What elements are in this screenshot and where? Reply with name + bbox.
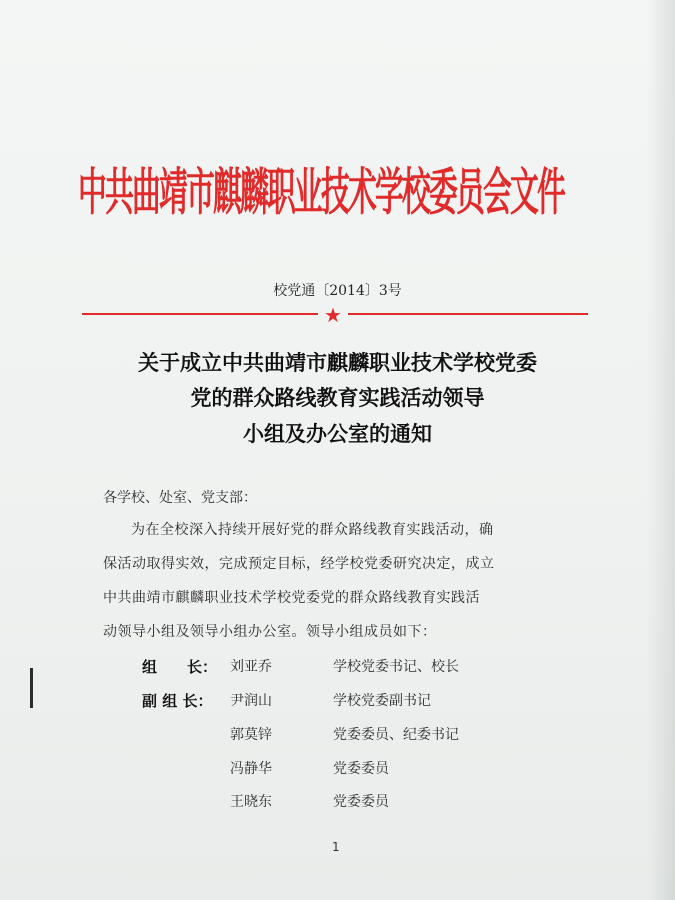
paragraph-line-3: 中共曲靖市麒麟职业技术学校党委党的群众路线教育实践活 [103, 590, 480, 606]
notice-title-line-3: 小组及办公室的通知 [243, 421, 432, 446]
member-name: 尹润山 [230, 693, 272, 709]
member-title: 学校党委书记、校长 [333, 659, 459, 675]
member-role: 组 长： [142, 658, 218, 676]
paragraph-line-4: 动领导小组及领导小组办公室。领导小组成员如下： [103, 624, 437, 640]
member-title: 党委委员 [333, 761, 389, 777]
star-icon: ★ [324, 303, 342, 327]
paragraph-line-1: 为在全校深入持续开展好党的群众路线教育实践活动，确 [131, 522, 494, 538]
member-row [0, 656, 675, 676]
notice-title-line-2: 党的群众路线教育实践活动领导 [190, 385, 485, 410]
member-name: 郭莫锌 [230, 727, 272, 743]
member-row [0, 724, 675, 744]
member-title: 党委委员、纪委书记 [333, 727, 459, 743]
salutation: 各学校、处室、党支部： [103, 490, 257, 506]
document-number: 校党通〔2014〕3号 [273, 283, 402, 299]
document-header-title: 中共曲靖市麒麟职业技术学校委员会文件 [78, 163, 565, 223]
member-name: 王晓东 [230, 794, 272, 810]
member-title: 学校党委副书记 [333, 693, 431, 709]
member-name: 冯静华 [230, 761, 272, 777]
member-role: 副 组 长： [142, 692, 213, 710]
member-row [0, 690, 675, 710]
page-number: 1 [332, 840, 340, 854]
paragraph-line-2: 保活动取得实效，完成预定目标，经学校党委研究决定，成立 [103, 556, 495, 572]
red-divider-right [348, 313, 588, 315]
member-name: 刘亚乔 [230, 659, 272, 675]
red-divider-left [82, 313, 318, 315]
notice-title-line-1: 关于成立中共曲靖市麒麟职业技术学校党委 [138, 350, 537, 375]
member-row [0, 791, 675, 811]
member-row [0, 758, 675, 778]
member-title: 党委委员 [333, 794, 389, 810]
